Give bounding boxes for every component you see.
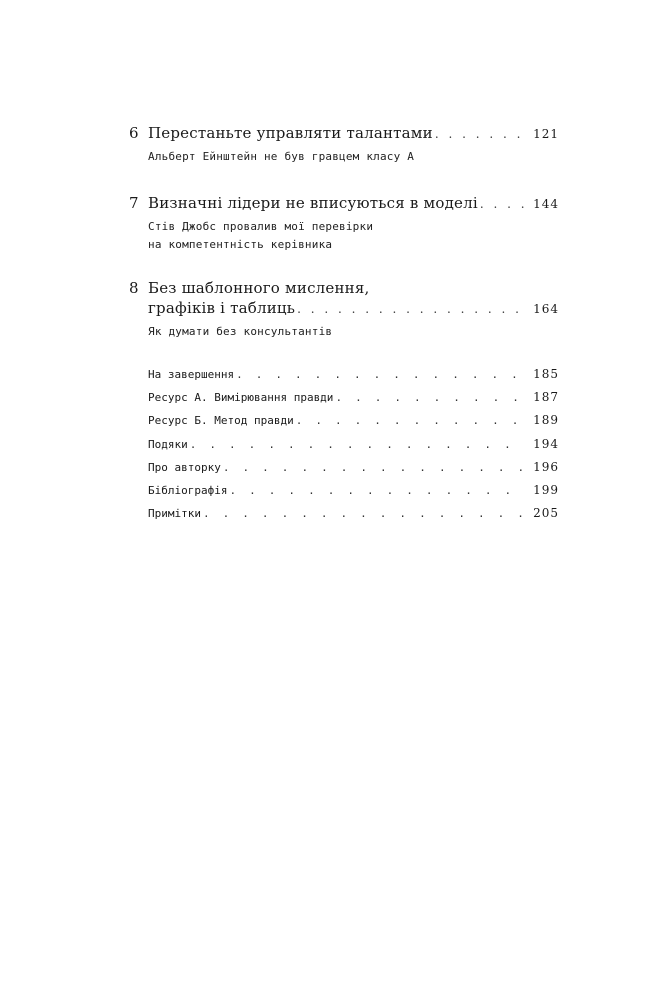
chapter-title-line (148, 123, 559, 144)
page-number: 185 (533, 367, 559, 381)
chapter-title: Без шаблонного мислення, (148, 279, 370, 297)
back-matter-list (148, 363, 559, 525)
page-number: 164 (533, 302, 559, 316)
chapter-subtitle (148, 148, 559, 166)
dot-leader (480, 194, 525, 214)
page-number: 121 (533, 127, 559, 141)
toc-entry-bibliography[interactable] (148, 479, 559, 502)
chapter-title-continued: графіків і таблиць (148, 299, 296, 317)
dot-leader (203, 502, 525, 525)
entry-label: Ресурс А. Вимірювання правди (148, 391, 334, 405)
dot-leader (297, 299, 525, 319)
chapter-title-line (148, 298, 559, 319)
entry-label: На завершення (148, 368, 235, 381)
dot-leader (335, 386, 525, 409)
dot-leader (296, 409, 525, 432)
entry-label: Ресурс Б. Метод правди (148, 414, 294, 428)
dot-leader (236, 363, 525, 386)
chapter-subtitle (148, 218, 559, 254)
subtitle-line: Як думати без консультантів (148, 325, 333, 338)
page-number: 189 (533, 413, 559, 428)
page-number: 199 (533, 482, 559, 497)
chapter-number: 8 (129, 279, 139, 297)
dot-leader (229, 479, 525, 502)
dot-leader (190, 433, 525, 456)
chapter-title-line (148, 278, 559, 298)
chapter-number: 6 (129, 124, 139, 142)
page-number: 144 (533, 197, 559, 211)
entry-label: Подяки (148, 437, 188, 451)
entry-label: Бібліографія (148, 483, 228, 497)
entry-label: Примітки (148, 507, 201, 521)
entry-label: Про авторку (148, 460, 221, 474)
subtitle-line: на компетентність керівника (148, 238, 333, 251)
subtitle-line: Стів Джобс провалив мої перевірки (148, 220, 374, 233)
subtitle-line: Альберт Ейнштейн не був гравцем класу А (148, 150, 415, 163)
chapter-title: Перестаньте управляти талантами (148, 124, 433, 142)
chapter-title: Визначні лідери не вписуються в моделі (148, 194, 478, 212)
toc-entry-resource-a[interactable] (148, 386, 559, 409)
toc-entry-resource-b[interactable] (148, 409, 559, 432)
chapter-subtitle (148, 323, 559, 341)
dot-leader (435, 124, 525, 144)
page-number: 187 (533, 390, 559, 405)
toc-entry-conclusion[interactable] (148, 363, 559, 386)
page-number: 196 (533, 459, 559, 474)
page-number: 194 (533, 436, 559, 451)
dot-leader (223, 456, 525, 479)
toc-entry-acknowledgements[interactable] (148, 433, 559, 456)
toc-entry-notes[interactable] (148, 502, 559, 525)
chapter-title-line (148, 193, 559, 214)
toc-entry-about-author[interactable] (148, 456, 559, 479)
chapter-number: 7 (129, 194, 139, 212)
page-number: 205 (533, 506, 559, 521)
